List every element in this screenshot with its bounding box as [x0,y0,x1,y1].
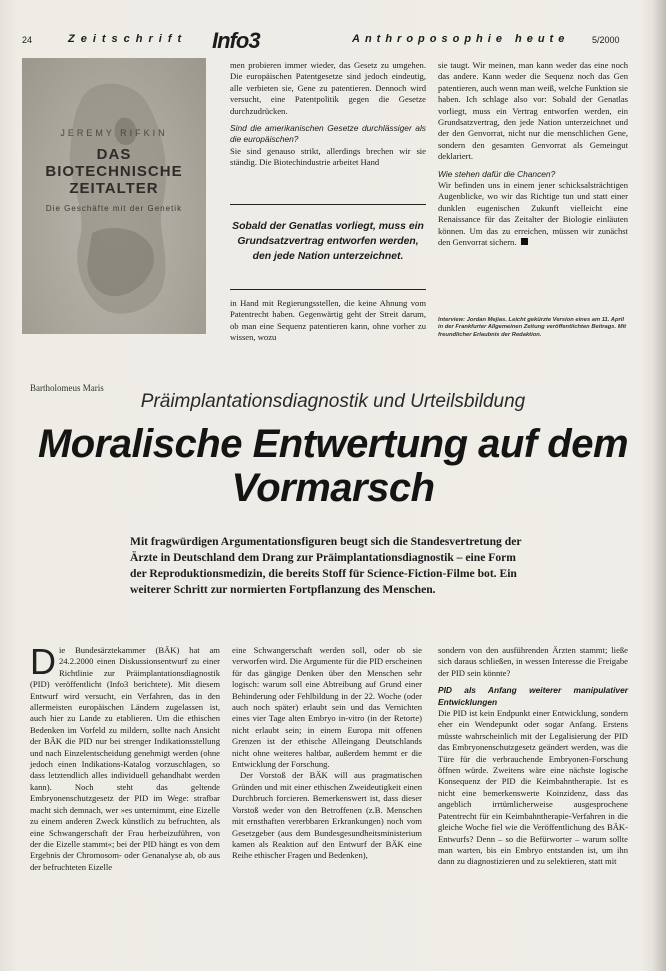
top-article-column-1 [230,60,426,169]
headline-line-1: Moralische Entwertung auf dem [37,422,629,466]
paragraph: Der Vorstoß der BÄK will aus pragmatischen Gründen und mit einer ethischen Zweideutigkeit einen Durchbruch forcieren. Bemerkenswert ist, dass dieser Vorstoß weder von den Betroffenen (z.B. Menschen mit ernsthaften vererbbaren Erkrankungen) noch vom Gesetzgeber (aus dem Bundesgesundheitsministerium kamen als Reaktion auf den Entwurf der BÄK eine Reihe ethischer Fragen und Bedenken), [232,770,422,861]
main-article-column-3 [438,645,628,868]
page-header [22,30,622,56]
top-article-column-2 [438,60,628,249]
page-number: 24 [22,35,33,45]
issue-number: 5/2000 [592,35,620,45]
book-title-line-1: DAS [96,146,132,163]
article-lead: Mit fragwürdigen Argumentationsfiguren beugt sich die Standesvertretung der Ärzte in Deutschland dem Drang zur Präimplantationsdiagnostik – eine Form der Reproduktionsmedizin, die bereits Stoff für Science-Fiction-Filme bot. Ein weiterer Schritt zur normierten Fortpflanzung des Menschen. [130,535,522,596]
paragraph: Die PID ist kein Endpunkt einer Entwicklung, sondern eher ein Wendepunkt oder sogar Anfang. Erstens müsste wahrscheinlich mit der Legalisierung der PID das Embryonenschutzgesetz geändert werden, was die Türe für die verbrauchende Embryonen-Forschung öffnen würde. Zweitens wäre eine nächste logische Konsequenz der PID die Keimbahntherapie. Ist es nicht eine bemerkenswerte Koinzidenz, dass das angeblich irrtümlicherweise ausgesprochene Patentrecht für ein Keimbahntherapie-Verfahren in die gleiche Woche fiel wie die Veröffentlichung des BÄK-Entwurfs? Denn – so die Befürworter – warum sollte man warten, bis ein Embryo entstanden ist, um ihn dann zu diagnostizieren und zu selektieren, statt mit [438,708,628,867]
drop-cap: D [30,641,56,682]
article-kicker: Präimplantationsdiagnostik und Urteilsbildung [140,391,526,412]
paragraph: men probieren immer wieder, das Gesetz zu umgehen. Die europäischen Patentgesetze sind jedoch eindeutig, alle verbieten sie, Gene zu patentieren. Dennoch wird versucht, eine Patentpolitik gegen die Gesetze durchzudrücken. [230,60,426,116]
paragraph: sie taugt. Wir meinen, man kann weder das eine noch das andere. Kann weder die Sequenz noch das Gen patentieren, auch wenn man weiß, welche Funktion sie haben. Ich schlage also vor: Sobald der Genatlas vorliegt, muss ein Vertrag entworfen werden, ein Grundsatzvertrag, den jede Nation unterzeichnet und der den Genvorrat, nicht nur die menschlichen Gene, sondern den gesamten Genvorrat als Gemeingut deklariert. [438,60,628,162]
scan-shadow-edge [652,0,666,971]
book-cover-image [22,58,206,334]
info3-logo: Info3 [212,28,260,53]
book-title [22,146,206,197]
magazine-label: Zeitschrift [68,33,188,45]
paragraph: in Hand mit Regierungsstellen, die keine Ahnung vom Patentrecht haben. Gegenwärtig geht der Streit darum, ob man eine Sequenz patentieren kann, ohne vorher zu wissen, wozu [230,298,426,343]
pull-quote: Sobald der Genatlas vorliegt, muss ein Grundsatzvertrag entworfen werden, den jede Nation unterzeichnet. [230,204,426,290]
book-subtitle: Die Geschäfte mit der Genetik [45,204,183,213]
end-of-article-icon [521,238,528,245]
paragraph: sondern von den ausführenden Ärzten stammt; ließe sich daraus schließen, in wessen Interesse die Freigabe der PID sein könnte? [438,645,628,678]
article-headline [0,422,666,510]
paragraph: eine Schwangerschaft werden soll, oder ob sie verworfen wird. Die Argumente für die PID erscheinen für das gängige Denken über den Menschen sehr logisch: warum soll eine Abtreibung auf Grund einer Behinderung oder Fehlbildung in der 22. Woche (oder auch noch später) erlaubt sein und das Vernichten eines vier Tage alten Embryo in-vitro (in der Retorte) nicht erlaubt sein; in einem Europa mit offenen Grenzen ist der ethische Alleingang Deutschlands nicht ohne weiteres haltbar, außerdem hemmt er die Entwicklung der Forschung. [232,645,422,770]
interview-credit: Interview: Jordan Mejias. Leicht gekürzte Version eines am 11. April in der Frankfurter Allgemeinen Zeitung veröffentlichten Beitrags. Mit freundlicher Erlaubnis der Redaktion. [438,317,627,338]
main-article-column-2 [232,645,422,862]
book-title-line-2: BIOTECHNISCHE [45,163,183,180]
top-article-column-1-cont [230,298,426,344]
book-title-line-3: ZEITALTER [69,180,159,197]
interview-question: Wie stehen dafür die Chancen? [438,168,556,179]
interview-question: Sind die amerikanischen Gesetze durchlässiger als die europäischen? [230,123,426,145]
paragraph: ie Bundesärztekammer (BÄK) hat am 24.2.2000 einen Diskussionsentwurf zu einer Richtlinie zur Präimplantationsdiagnostik (PID) veröffentlicht (Info3 berichtete). Mit diesem Entwurf wird versucht, ein Verfahren, das in den allermeisten europäischen Ländern zugelassen ist, auch hier zu Lande zu etablieren. Um die ethischen Bedenken im Vorfeld zu mildern, sollte nach Ansicht der BÄK die PID nur bei strenger Indikationsstellung und nach Einzelentscheidung genehmigt werden (ohne jedoch einen Indikations-Katalog vorzuschlagen, so dass letztendlich alles individuell gehandhabt werden kann). Noch steht das geltende Embryonenschutzgesetz der PID im Wege: strafbar macht sich demnach, wer »es unternimmt, eine Eizelle zu einem anderen Zweck künstlich zu befruchten, als eine Schwangerschaft der Frau herbeizuführen, von der die Eizelle stammt«; bei der PID hängt es von dem Ergebnis der Chromosom- oder Genanalyse ab, ob aus der befruchteten Eizelle [30,645,220,872]
section-title: Anthroposophie heute [352,33,570,45]
section-subhead: PID als Anfang weiterer manipulativer Entwicklungen [438,685,628,707]
book-author: JEREMY RIFKIN [60,128,168,138]
main-article-column-1 [30,641,220,873]
article-author: Bartholomeus Maris [30,383,104,393]
paragraph: Sie sind genauso strikt, allerdings brechen wir sie ständig. Die Biotechindustrie arbeitet Hand [230,145,426,168]
paragraph: Wir befinden uns in einem jener schicksalsträchtigen Augenblicke, wo wir das Richtige tun und statt einer dunklen eugenischen Zukunft vielleicht eine Renaissance für das Zeitalter der Biologie einläuten können. Um das zu erreichen, müssen wir zunächst den Genvorrat sichern. [438,180,628,248]
headline-line-2: Vormarsch [231,466,435,510]
